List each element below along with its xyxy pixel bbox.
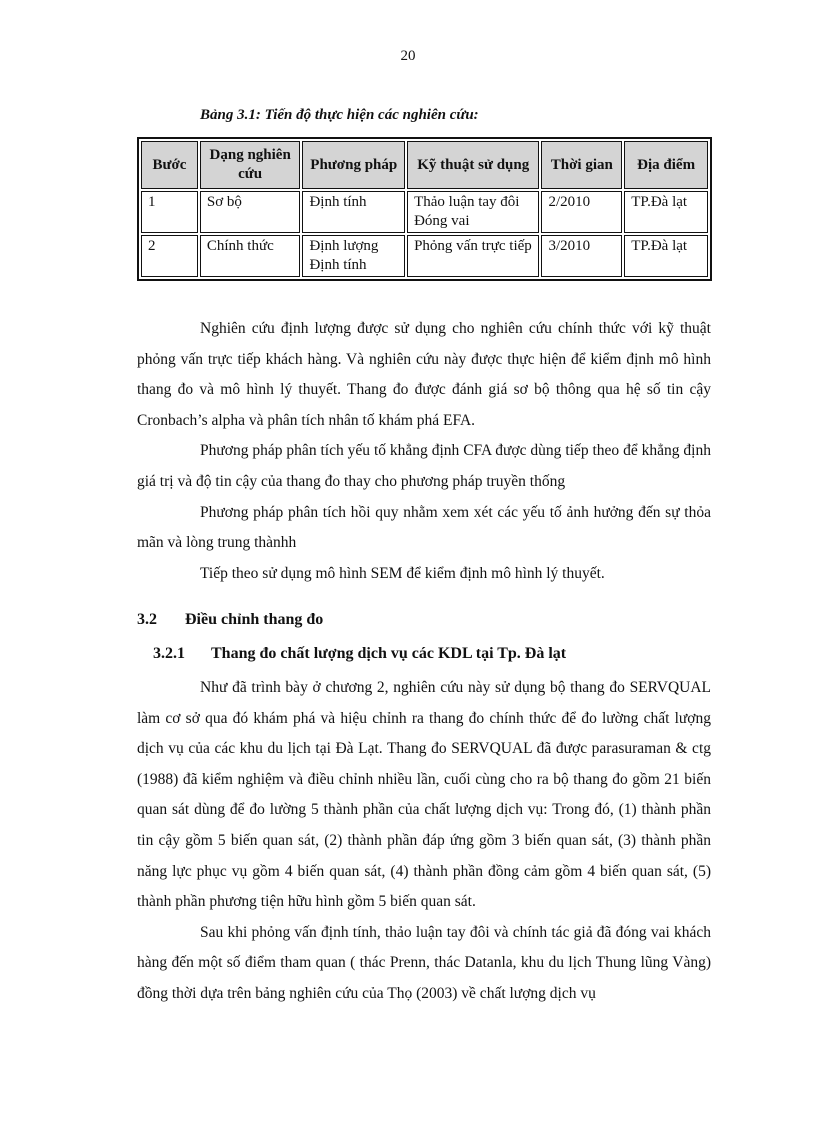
header-cell-technique: Kỹ thuật sử dụng (407, 141, 539, 189)
table-cell: Thảo luận tay đôi Đóng vai (407, 191, 539, 233)
subsection-number: 3.2.1 (153, 645, 185, 662)
paragraph: Phương pháp phân tích hồi quy nhằm xem xét các yếu tố ảnh hưởng đến sự thỏa mãn và lòng trung thànhh (137, 503, 711, 552)
table-cell: 2 (141, 235, 198, 277)
table-row (141, 191, 708, 233)
table-cell: TP.Đà lạt (624, 191, 708, 233)
section-body-text (137, 673, 711, 1010)
table-cell: 2/2010 (541, 191, 622, 233)
table-cell: Sơ bộ (200, 191, 301, 233)
table-caption: Bảng 3.1: Tiến độ thực hiện các nghiên cứu: (200, 107, 479, 123)
section-heading (137, 611, 323, 629)
header-cell-method: Phương pháp (302, 141, 405, 189)
page-number: 20 (400, 48, 416, 64)
table-cell: 1 (141, 191, 198, 233)
paragraph: Như đã trình bày ở chương 2, nghiên cứu này sử dụng bộ thang đo SERVQUAL làm cơ sở qua đó khám phá và hiệu chỉnh ra thang đo chính thức để đo lường chất lượng dịch vụ của các khu du lịch tại Đà Lạt. Thang đo SERVQUAL đã được parasuraman & ctg (1988) đã kiểm nghiệm và điều chỉnh nhiều lần, cuối cùng cho ra bộ thang đo gồm 21 biến quan sát dùng để đo lường 5 thành phần của chất lượng dịch vụ: Trong đó, (1) thành phần tin cậy gồm 5 biến quan sát, (2) thành phần đáp ứng gồm 3 biến quan sát, (3) thành phần năng lực phục vụ gồm 4 biến quan sát, (4) thành phần đồng cảm gồm 4 biến quan sát, (5) thành phần phương tiện hữu hình gồm 5 biến quan sát. (137, 679, 711, 911)
table-cell: TP.Đà lạt (624, 235, 708, 277)
header-cell-research-type: Dạng nghiên cứu (200, 141, 301, 189)
paragraph: Phương pháp phân tích yếu tố khẳng định CFA được dùng tiếp theo để khẳng định giá trị và độ tin cậy của thang đo thay cho phương pháp truyền thống (137, 442, 711, 490)
table-cell: 3/2010 (541, 235, 622, 277)
table-header-row (141, 141, 708, 189)
header-cell-step: Bước (141, 141, 198, 189)
research-schedule-table (137, 137, 712, 281)
paragraph: Nghiên cứu định lượng được sử dụng cho nghiên cứu chính thức với kỹ thuật phỏng vấn trực tiếp khách hàng. Và nghiên cứu này được thực hiện để kiểm định mô hình thang đo và mô hình lý thuyết. Thang đo được đánh giá sơ bộ thông qua hệ số tin cậy Cronbach’s alpha và phân tích nhân tố khám phá EFA. (137, 320, 711, 429)
section-title: Điều chỉnh thang đo (185, 611, 324, 628)
table-cell: Định tính (302, 191, 405, 233)
table-cell: Chính thức (200, 235, 301, 277)
section-number: 3.2 (137, 611, 157, 628)
table-cell: Phỏng vấn trực tiếp (407, 235, 539, 277)
table-cell: Định lượng Định tính (302, 235, 405, 277)
paragraph: Sau khi phỏng vấn định tính, thảo luận tay đôi và chính tác giả đã đóng vai khách hàng đến một số điểm tham quan ( thác Prenn, thác Datanla, khu du lịch Thung lũng Vàng) đồng thời dựa trên bảng nghiên cứu của Thọ (2003) về chất lượng dịch vụ (137, 923, 711, 1002)
subsection-title: Thang đo chất lượng dịch vụ các KDL tại Tp. Đà lạt (211, 645, 567, 662)
table-row (141, 235, 708, 277)
subsection-heading (153, 645, 566, 663)
header-cell-time: Thời gian (541, 141, 622, 189)
header-cell-location: Địa điểm (624, 141, 708, 189)
paragraph: Tiếp theo sử dụng mô hình SEM để kiểm định mô hình lý thuyết. (200, 564, 605, 582)
intro-text (137, 314, 711, 589)
